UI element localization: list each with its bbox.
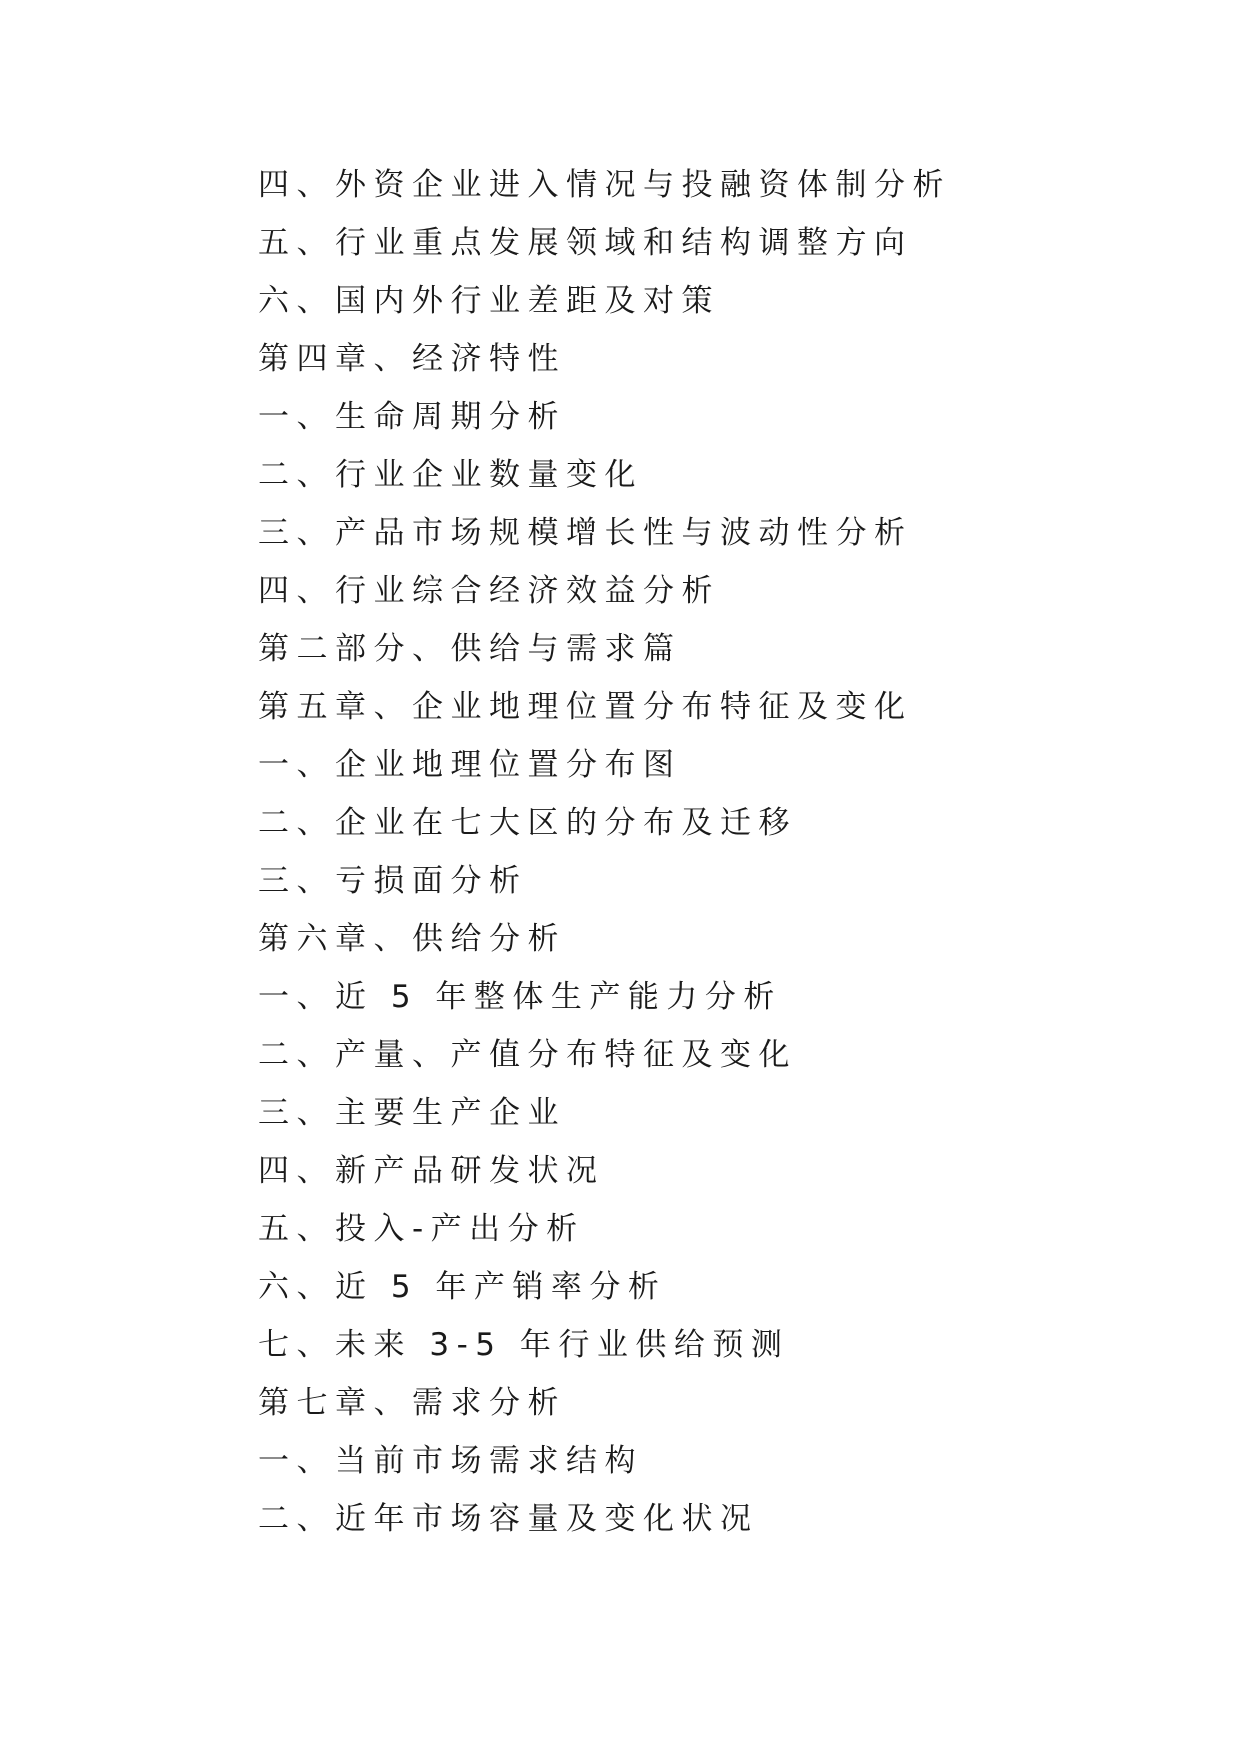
chapter-heading-6: 第六章、供给分析 [258,921,566,957]
toc-item-loss-analysis: 三、亏损面分析 [258,863,528,899]
toc-item-foreign-investment: 四、外资企业进入情况与投融资体制分析 [258,167,951,203]
toc-item-output-value: 二、产量、产值分布特征及变化 [258,1037,797,1073]
toc-item-domestic-foreign-gap: 六、国内外行业差距及对策 [258,283,720,319]
toc-item-new-product-rd: 四、新产品研发状况 [258,1153,605,1189]
toc-item-location-map: 一、企业地理位置分布图 [258,747,682,783]
toc-item-regional-distribution: 二、企业在七大区的分布及迁移 [258,805,797,841]
toc-item-enterprise-count: 二、行业企业数量变化 [258,457,643,493]
toc-item-market-capacity: 二、近年市场容量及变化状况 [258,1501,759,1537]
toc-item-market-growth-volatility: 三、产品市场规模增长性与波动性分析 [258,515,913,551]
chapter-heading-7: 第七章、需求分析 [258,1385,566,1421]
toc-item-life-cycle: 一、生命周期分析 [258,399,566,435]
toc-item-demand-structure: 一、当前市场需求结构 [258,1443,643,1479]
part-heading-2: 第二部分、供给与需求篇 [258,631,682,667]
toc-item-sales-rate: 六、近 5 年产销率分析 [258,1269,667,1305]
toc-item-key-development-areas: 五、行业重点发展领域和结构调整方向 [258,225,913,261]
toc-item-economic-benefits: 四、行业综合经济效益分析 [258,573,720,609]
table-of-contents [258,156,951,1548]
toc-item-main-producers: 三、主要生产企业 [258,1095,566,1131]
toc-item-production-capacity: 一、近 5 年整体生产能力分析 [258,979,782,1015]
chapter-heading-4: 第四章、经济特性 [258,341,566,377]
toc-item-supply-forecast: 七、未来 3-5 年行业供给预测 [258,1327,790,1363]
chapter-heading-5: 第五章、企业地理位置分布特征及变化 [258,689,913,725]
toc-item-input-output: 五、投入-产出分析 [258,1211,585,1247]
